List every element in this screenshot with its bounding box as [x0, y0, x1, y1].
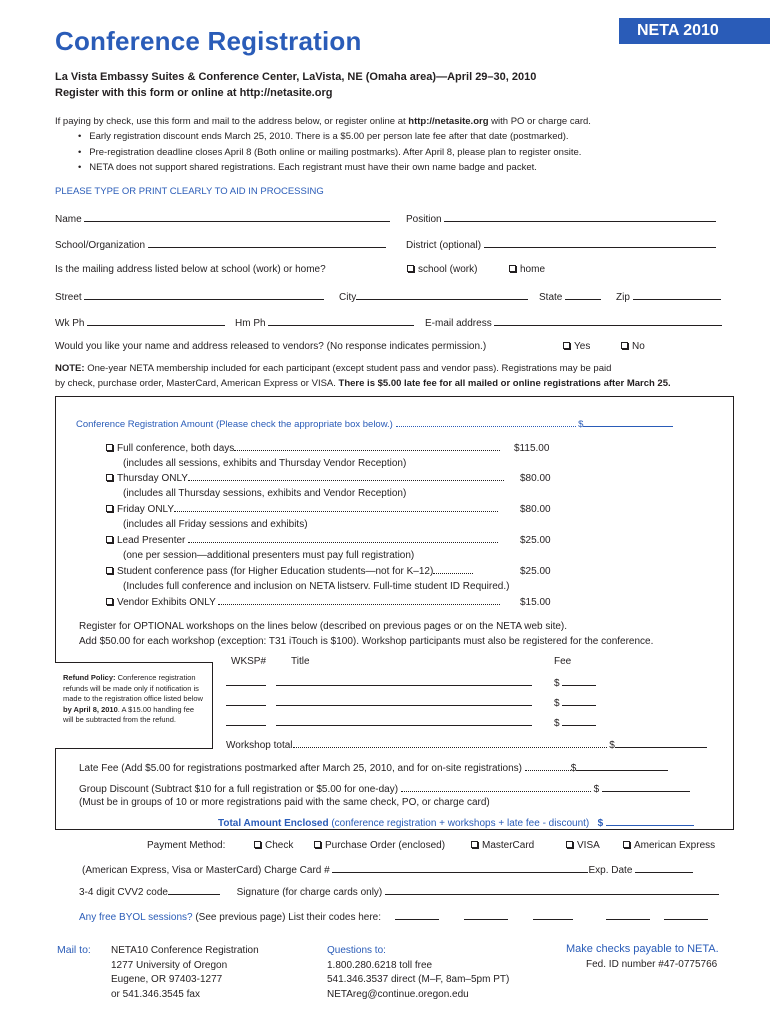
workshop-2-title[interactable] [276, 696, 532, 706]
vendor-yes-label: Yes [574, 341, 591, 352]
registration-amount-field[interactable] [583, 417, 673, 427]
workshop-total-dots [293, 740, 607, 748]
vendor-question: Would you like your name and address released to vendors? (No response indicates permission.) [55, 341, 487, 352]
byol-code-2[interactable] [464, 910, 508, 920]
option-student-checkbox[interactable] [106, 567, 113, 574]
bullet-2-text: Pre-registration deadline closes April 8 (Both online or mailing postmarks). After April 8, please plan to register onsite. [89, 147, 582, 158]
checks-payable: Make checks payable to NETA. [566, 943, 719, 955]
workshop-line-1: Register for OPTIONAL workshops on the lines below (described on previous pages or on the NETA web site). [79, 621, 568, 632]
email-field[interactable] [494, 316, 722, 326]
total-field[interactable] [606, 816, 694, 826]
total-row [218, 816, 694, 829]
note-label: NOTE: [55, 363, 85, 374]
position-field[interactable] [444, 212, 716, 222]
workshop-col-title: Title [291, 656, 310, 667]
signature-label: Signature (for charge cards only) [236, 887, 383, 898]
state-field[interactable] [565, 290, 601, 300]
cvv-field[interactable] [168, 885, 220, 895]
intro-post: with PO or charge card. [488, 116, 591, 127]
zip-label: Zip [616, 292, 630, 303]
pay-visa[interactable] [566, 840, 600, 851]
registration-heading-dots [396, 419, 576, 427]
option-presenter-sub: (one per session—additional presenters must pay full registration) [123, 550, 415, 561]
street-row [55, 290, 324, 303]
workshop-3-dollar: $ [554, 718, 560, 729]
option-thursday-label: Thursday ONLY [117, 473, 188, 484]
pay-check-label: Check [265, 840, 294, 851]
pay-mastercard-checkbox[interactable] [471, 841, 478, 848]
wk-ph-field[interactable] [87, 316, 225, 326]
group-discount-row [79, 782, 690, 795]
card-number-label: (American Express, Visa or MasterCard) Charge Card # [82, 865, 330, 876]
wk-ph-row [55, 316, 225, 329]
workshop-row-3 [226, 716, 596, 729]
district-label: District (optional) [406, 240, 482, 251]
group-note: (Must be in groups of 10 or more registrations paid with the same check, PO, or charge card) [79, 797, 490, 808]
workshop-line-2: Add $50.00 for each workshop (exception: T31 iTouch is $100). Workshop participants must also be registered for the conference. [79, 636, 654, 647]
street-field[interactable] [84, 290, 324, 300]
bullet-3: • NETA does not support shared registrations. Each registrant must have their own name badge and packet. [78, 162, 537, 173]
pay-po[interactable] [314, 840, 445, 851]
workshop-total-dollar: $ [609, 740, 615, 751]
option-student[interactable] [106, 566, 473, 577]
home-option[interactable] [509, 264, 545, 275]
email-row [425, 316, 722, 329]
option-thursday-checkbox[interactable] [106, 474, 113, 481]
byol-rest: (See previous page) List their codes here: [192, 912, 382, 923]
pay-mastercard[interactable] [471, 840, 534, 851]
option-vendor-checkbox[interactable] [106, 598, 113, 605]
signature-field[interactable] [385, 885, 719, 895]
pay-po-label: Purchase Order (enclosed) [325, 840, 446, 851]
group-discount-label: Group Discount (Subtract $10 for a full registration or $5.00 for one-day) [79, 784, 399, 795]
card-number-field[interactable] [332, 863, 588, 873]
vendor-no-option[interactable] [621, 341, 645, 352]
workshop-col-fee: Fee [554, 656, 572, 667]
fed-id: Fed. ID number #47-0775766 [586, 959, 718, 970]
school-work-checkbox[interactable] [407, 265, 414, 272]
option-full[interactable] [106, 443, 500, 454]
school-label: School/Organization [55, 240, 146, 251]
workshop-3-title[interactable] [276, 716, 532, 726]
option-student-sub: (Includes full conference and inclusion on NETA listserv. Full-time student ID Required.) [123, 581, 510, 592]
district-field[interactable] [484, 238, 716, 248]
contact-tollfree: 1.800.280.6218 toll free [327, 959, 433, 971]
option-vendor[interactable] [106, 597, 500, 608]
school-field[interactable] [148, 238, 386, 248]
option-presenter-label: Lead Presenter [117, 535, 186, 546]
position-row [406, 212, 716, 225]
option-friday-dots [174, 504, 498, 512]
venue-line: La Vista Embassy Suites & Conference Center, LaVista, NE (Omaha area)—April 29–30, 2010 [55, 71, 537, 83]
pay-mastercard-label: MasterCard [482, 840, 535, 851]
page-title: Conference Registration [55, 26, 362, 56]
option-vendor-dots [218, 597, 500, 605]
refund-bold-1: Refund Policy: [63, 673, 116, 682]
pay-amex[interactable] [623, 840, 715, 851]
option-vendor-price: $15.00 [520, 597, 551, 608]
group-discount-dollar: $ [593, 784, 600, 795]
option-thursday[interactable] [106, 473, 504, 484]
cvv-label: 3-4 digit CVV2 code [79, 887, 168, 898]
address-line-2: 1277 University of Oregon [111, 959, 228, 971]
name-row [55, 212, 390, 225]
refund-text-1: Conference registration refunds will be made only if notification is made to the registration office listed below [63, 673, 203, 703]
intro-url[interactable]: http://netasite.org [408, 116, 489, 127]
workshop-total-label: Workshop total [226, 740, 293, 751]
workshop-1-number[interactable] [226, 676, 266, 686]
option-presenter[interactable] [106, 535, 498, 546]
byol-code-5[interactable] [664, 910, 708, 920]
mail-address [111, 944, 259, 1002]
intro-text [55, 116, 591, 127]
questions-label: Questions to: [327, 945, 386, 956]
byol-code-4[interactable] [606, 910, 650, 920]
city-label: City [339, 292, 357, 303]
pay-visa-label: VISA [577, 840, 600, 851]
bullet-2: • Pre-registration deadline closes April 8 (Both online or mailing postmarks). After April 8, please plan to register onsite. [78, 147, 582, 158]
pay-amex-checkbox[interactable] [623, 841, 630, 848]
email-label: E-mail address [425, 318, 492, 329]
address-line-4: or 541.346.3545 fax [111, 988, 200, 1000]
exp-field[interactable] [635, 863, 693, 873]
name-field[interactable] [84, 212, 390, 222]
pay-check-checkbox[interactable] [254, 841, 261, 848]
address-line-1: NETA10 Conference Registration [111, 945, 259, 956]
option-presenter-checkbox[interactable] [106, 536, 113, 543]
option-student-label: Student conference pass (for Higher Education students—not for K–12) [117, 566, 434, 577]
workshop-3-fee[interactable] [562, 716, 596, 726]
workshop-2-dollar: $ [554, 698, 560, 709]
group-discount-field[interactable] [602, 782, 690, 792]
school-work-option[interactable] [407, 264, 477, 275]
vendor-yes-checkbox[interactable] [563, 342, 570, 349]
byol-label: Any free BYOL sessions? [79, 912, 193, 923]
byol-code-1[interactable] [395, 910, 439, 920]
state-row [539, 290, 601, 303]
street-label: Street [55, 292, 82, 303]
option-student-dots [433, 566, 473, 574]
late-fee-label: Late Fee (Add $5.00 for registrations postmarked after March 25, 2010, and for on-site registrations) [79, 763, 523, 774]
home-label: home [520, 264, 546, 275]
refund-text-2: . A $15.00 handling fee will be subtracted from the refund. [63, 704, 195, 724]
note-line-1-text: One-year NETA membership included for each participant (except student pass and vendor pass). Registrations may be paid [84, 363, 612, 374]
registration-dollar: $ [578, 419, 584, 430]
total-label: Total Amount Enclosed [218, 818, 329, 829]
wk-ph-label: Wk Ph [55, 318, 85, 329]
bullet-1: • Early registration discount ends March 25, 2010. There is a $5.00 per person late fee after that date (postmarked). [78, 131, 569, 142]
pay-amex-label: American Express [634, 840, 716, 851]
option-friday-checkbox[interactable] [106, 505, 113, 512]
year-tab-label: NETA 2010 [637, 22, 719, 39]
option-friday-sub: (includes all Friday sessions and exhibits) [123, 519, 308, 530]
school-work-label: school (work) [418, 264, 478, 275]
option-friday-price: $80.00 [520, 504, 551, 515]
year-tab [619, 18, 770, 44]
vendor-yes-option[interactable] [563, 341, 590, 352]
group-discount-dots [401, 784, 591, 792]
zip-row [616, 290, 721, 303]
total-formula: (conference registration + workshops + late fee - discount) [328, 818, 590, 829]
byol-code-3[interactable] [533, 910, 573, 920]
mailing-question: Is the mailing address listed below at school (work) or home? [55, 264, 326, 275]
address-line-3: Eugene, OR 97403-1277 [111, 974, 223, 985]
intro-pre: If paying by check, use this form and mail to the address below, or register online at [55, 116, 409, 127]
byol-row [79, 910, 708, 923]
total-dollar: $ [597, 818, 604, 829]
refund-bold-2: by April 8, 2010 [63, 704, 118, 714]
option-full-label: Full conference, both days [117, 443, 235, 454]
note-line-2-bold: There is $5.00 late fee for all mailed or online registrations after March 25. [338, 378, 671, 389]
workshop-row-1 [226, 676, 596, 689]
option-vendor-label: Vendor Exhibits ONLY [117, 597, 216, 608]
hm-ph-field[interactable] [268, 316, 414, 326]
late-fee-dots [525, 763, 571, 771]
print-notice: PLEASE TYPE OR PRINT CLEARLY TO AID IN PROCESSING [55, 186, 324, 197]
workshop-1-title[interactable] [276, 676, 532, 686]
option-full-checkbox[interactable] [106, 444, 113, 451]
city-field[interactable] [356, 290, 528, 300]
hm-ph-label: Hm Ph [235, 318, 266, 329]
option-thursday-sub: (includes all Thursday sessions, exhibits and Vendor Reception) [123, 488, 407, 499]
vendor-no-checkbox[interactable] [621, 342, 628, 349]
note-line-2 [55, 378, 671, 389]
payment-label: Payment Method: [147, 840, 226, 851]
state-label: State [539, 292, 563, 303]
option-presenter-price: $25.00 [520, 535, 551, 546]
city-row [339, 290, 528, 303]
option-friday-label: Friday ONLY [117, 504, 175, 515]
contact-direct: 541.346.3537 direct (M–F, 8am–5pm PT) [327, 974, 510, 985]
option-friday[interactable] [106, 504, 498, 515]
zip-field[interactable] [633, 290, 721, 300]
questions-block [327, 944, 509, 1002]
registration-heading [76, 417, 673, 430]
workshop-1-dollar: $ [554, 678, 560, 689]
bullet-1-text: Early registration discount ends March 25, 2010. There is a $5.00 per person late fee after that date (postmarked). [89, 131, 569, 142]
workshop-col-wksp: WKSP# [231, 656, 267, 667]
option-full-sub: (includes all sessions, exhibits and Thursday Vendor Reception) [123, 458, 407, 469]
workshop-2-fee[interactable] [562, 696, 596, 706]
workshop-total-field[interactable] [615, 738, 707, 748]
note-line-1 [55, 363, 611, 374]
late-fee-dollar: $ [570, 763, 577, 774]
option-presenter-dots [188, 535, 498, 543]
note-line-2-text: by check, purchase order, MasterCard, American Express or VISA. [55, 378, 339, 389]
workshop-2-number[interactable] [226, 696, 266, 706]
workshop-row-2 [226, 696, 596, 709]
pay-po-checkbox[interactable] [314, 841, 321, 848]
workshop-total-row [226, 738, 707, 751]
name-label: Name [55, 214, 82, 225]
register-line: Register with this form or online at http://netasite.org [55, 87, 333, 99]
registration-heading-text: Conference Registration Amount (Please check the appropriate box below.) [76, 419, 393, 430]
workshop-3-number[interactable] [226, 716, 266, 726]
option-full-dots [234, 443, 500, 451]
cvv-row [79, 885, 719, 898]
district-row [406, 238, 716, 251]
option-student-price: $25.00 [520, 566, 551, 577]
home-checkbox[interactable] [509, 265, 516, 272]
option-full-price: $115.00 [514, 443, 550, 454]
option-thursday-dots [188, 473, 504, 481]
pay-visa-checkbox[interactable] [566, 841, 573, 848]
position-label: Position [406, 214, 442, 225]
exp-label: Exp. Date [588, 865, 633, 876]
vendor-no-label: No [632, 341, 645, 352]
refund-policy-box [55, 662, 213, 749]
workshop-1-fee[interactable] [562, 676, 596, 686]
card-row [82, 863, 693, 876]
late-fee-field[interactable] [576, 761, 668, 771]
contact-email[interactable]: NETAreg@continue.oregon.edu [327, 988, 469, 1000]
school-row [55, 238, 386, 251]
late-fee-row [79, 761, 668, 774]
hm-ph-row [235, 316, 414, 329]
mail-to-label: Mail to: [57, 944, 91, 956]
pay-check[interactable] [254, 840, 293, 851]
bullet-3-text: NETA does not support shared registrations. Each registrant must have their own name badge and packet. [89, 162, 537, 173]
option-thursday-price: $80.00 [520, 473, 551, 484]
